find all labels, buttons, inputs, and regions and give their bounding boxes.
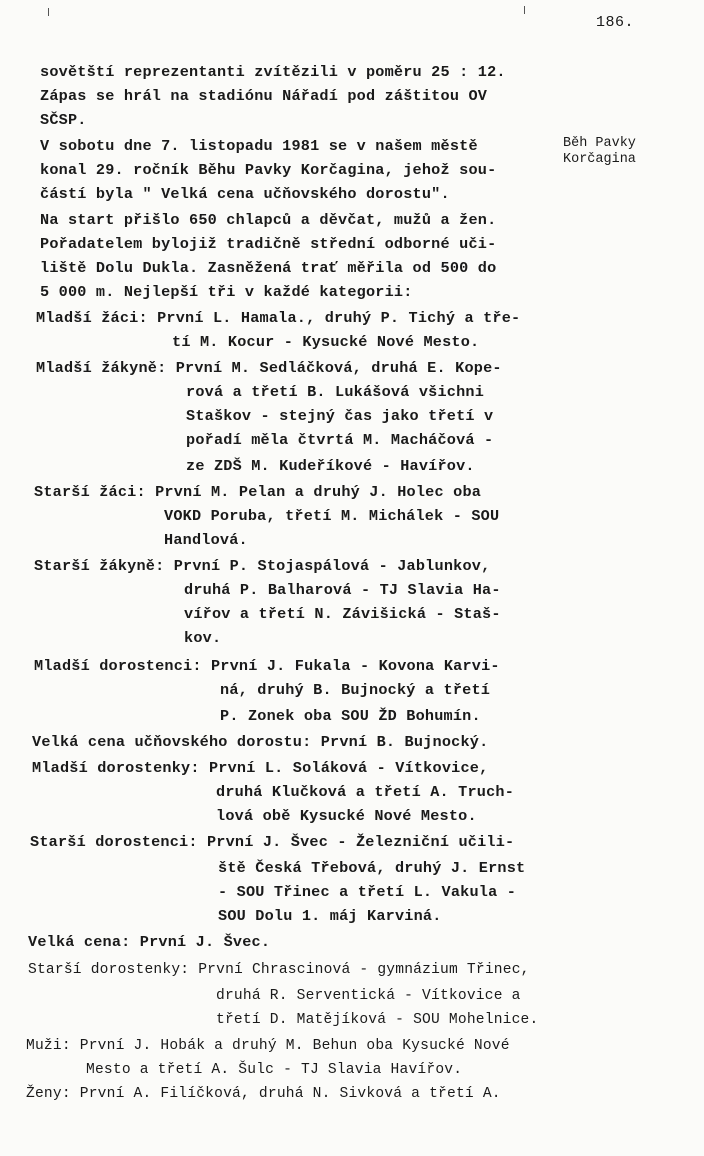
text-line: SČSP.: [40, 111, 87, 129]
text-line: kov.: [184, 629, 222, 647]
scan-mark: [48, 8, 49, 16]
text-line: tí M. Kocur - Kysucké Nové Mesto.: [172, 333, 480, 351]
text-line: sovětští reprezentanti zvítězili v poměru 25 : 12.: [40, 63, 506, 81]
scan-mark: [524, 6, 525, 14]
text-line: druhá R. Serventická - Vítkovice a: [216, 988, 521, 1004]
text-line: Starší žákyně: První P. Stojaspálová - Jablunkov,: [34, 557, 491, 575]
text-line: lová obě Kysucké Nové Mesto.: [216, 807, 477, 825]
text-line: - SOU Třinec a třetí L. Vakula -: [218, 883, 517, 901]
page-number: 186.: [596, 14, 635, 31]
text-line: SOU Dolu 1. máj Karviná.: [218, 907, 442, 925]
text-line: ště Česká Třebová, druhý J. Ernst: [218, 859, 526, 877]
text-line: Starší dorostenky: První Chrascinová - gymnázium Třinec,: [28, 962, 530, 978]
text-line: Ženy: První A. Filíčková, druhá N. Sivková a třetí A.: [26, 1086, 501, 1102]
text-line: Muži: První J. Hobák a druhý M. Behun oba Kysucké Nové: [26, 1038, 510, 1054]
text-line: ná, druhý B. Bujnocký a třetí: [220, 681, 491, 699]
text-line: liště Dolu Dukla. Zasněžená trať měřila od 500 do: [40, 259, 497, 277]
text-line: V sobotu dne 7. listopadu 1981 se v našem městě: [40, 137, 478, 155]
text-line: druhá Klučková a třetí A. Truch-: [216, 783, 515, 801]
text-line: Mladší dorostenky: První L. Soláková - Vítkovice,: [32, 759, 489, 777]
text-line: Mladší dorostenci: První J. Fukala - Kovona Karvi-: [34, 657, 500, 675]
text-line: Mladší žáci: První L. Hamala., druhý P. Tichý a tře-: [36, 309, 521, 327]
text-line: Mesto a třetí A. Šulc - TJ Slavia Havířov.: [86, 1062, 463, 1078]
text-line: Handlová.: [164, 531, 248, 549]
text-line: Pořadatelem bylojiž tradičně střední odborné uči-: [40, 235, 497, 253]
text-line: VOKD Poruba, třetí M. Michálek - SOU: [164, 507, 500, 525]
text-line: konal 29. ročník Běhu Pavky Korčagina, jehož sou-: [40, 161, 497, 179]
text-line: Velká cena: První J. Švec.: [28, 933, 271, 951]
text-line: 5 000 m. Nejlepší tři v každé kategorii:: [40, 283, 413, 301]
text-line: pořadí měla čtvrtá M. Macháčová -: [186, 431, 494, 449]
margin-note-line: Běh Pavky: [563, 136, 636, 151]
text-line: vířov a třetí N. Závišická - Staš-: [184, 605, 501, 623]
text-line: Starší žáci: První M. Pelan a druhý J. Holec oba: [34, 483, 482, 501]
text-line: Mladší žákyně: První M. Sedláčková, druhá E. Kope-: [36, 359, 502, 377]
text-line: druhá P. Balharová - TJ Slavia Ha-: [184, 581, 501, 599]
text-line: částí byla " Velká cena učňovského dorostu".: [40, 185, 450, 203]
text-line: rová a třetí B. Lukášová všichni: [186, 383, 485, 401]
text-line: třetí D. Matějíková - SOU Mohelnice.: [216, 1012, 539, 1028]
text-line: Zápas se hrál na stadiónu Nářadí pod záštitou OV: [40, 87, 488, 105]
text-line: Starší dorostenci: První J. Švec - Železniční učili-: [30, 833, 515, 851]
margin-note-line: Korčagina: [563, 152, 636, 167]
text-line: Velká cena učňovského dorostu: První B. Bujnocký.: [32, 733, 489, 751]
margin-note: [563, 136, 636, 168]
text-line: ze ZDŠ M. Kudeříkové - Havířov.: [186, 457, 475, 475]
text-line: P. Zonek oba SOU ŽD Bohumín.: [220, 707, 481, 725]
text-line: Na start přišlo 650 chlapců a děvčat, mužů a žen.: [40, 211, 497, 229]
text-line: Staškov - stejný čas jako třetí v: [186, 407, 494, 425]
